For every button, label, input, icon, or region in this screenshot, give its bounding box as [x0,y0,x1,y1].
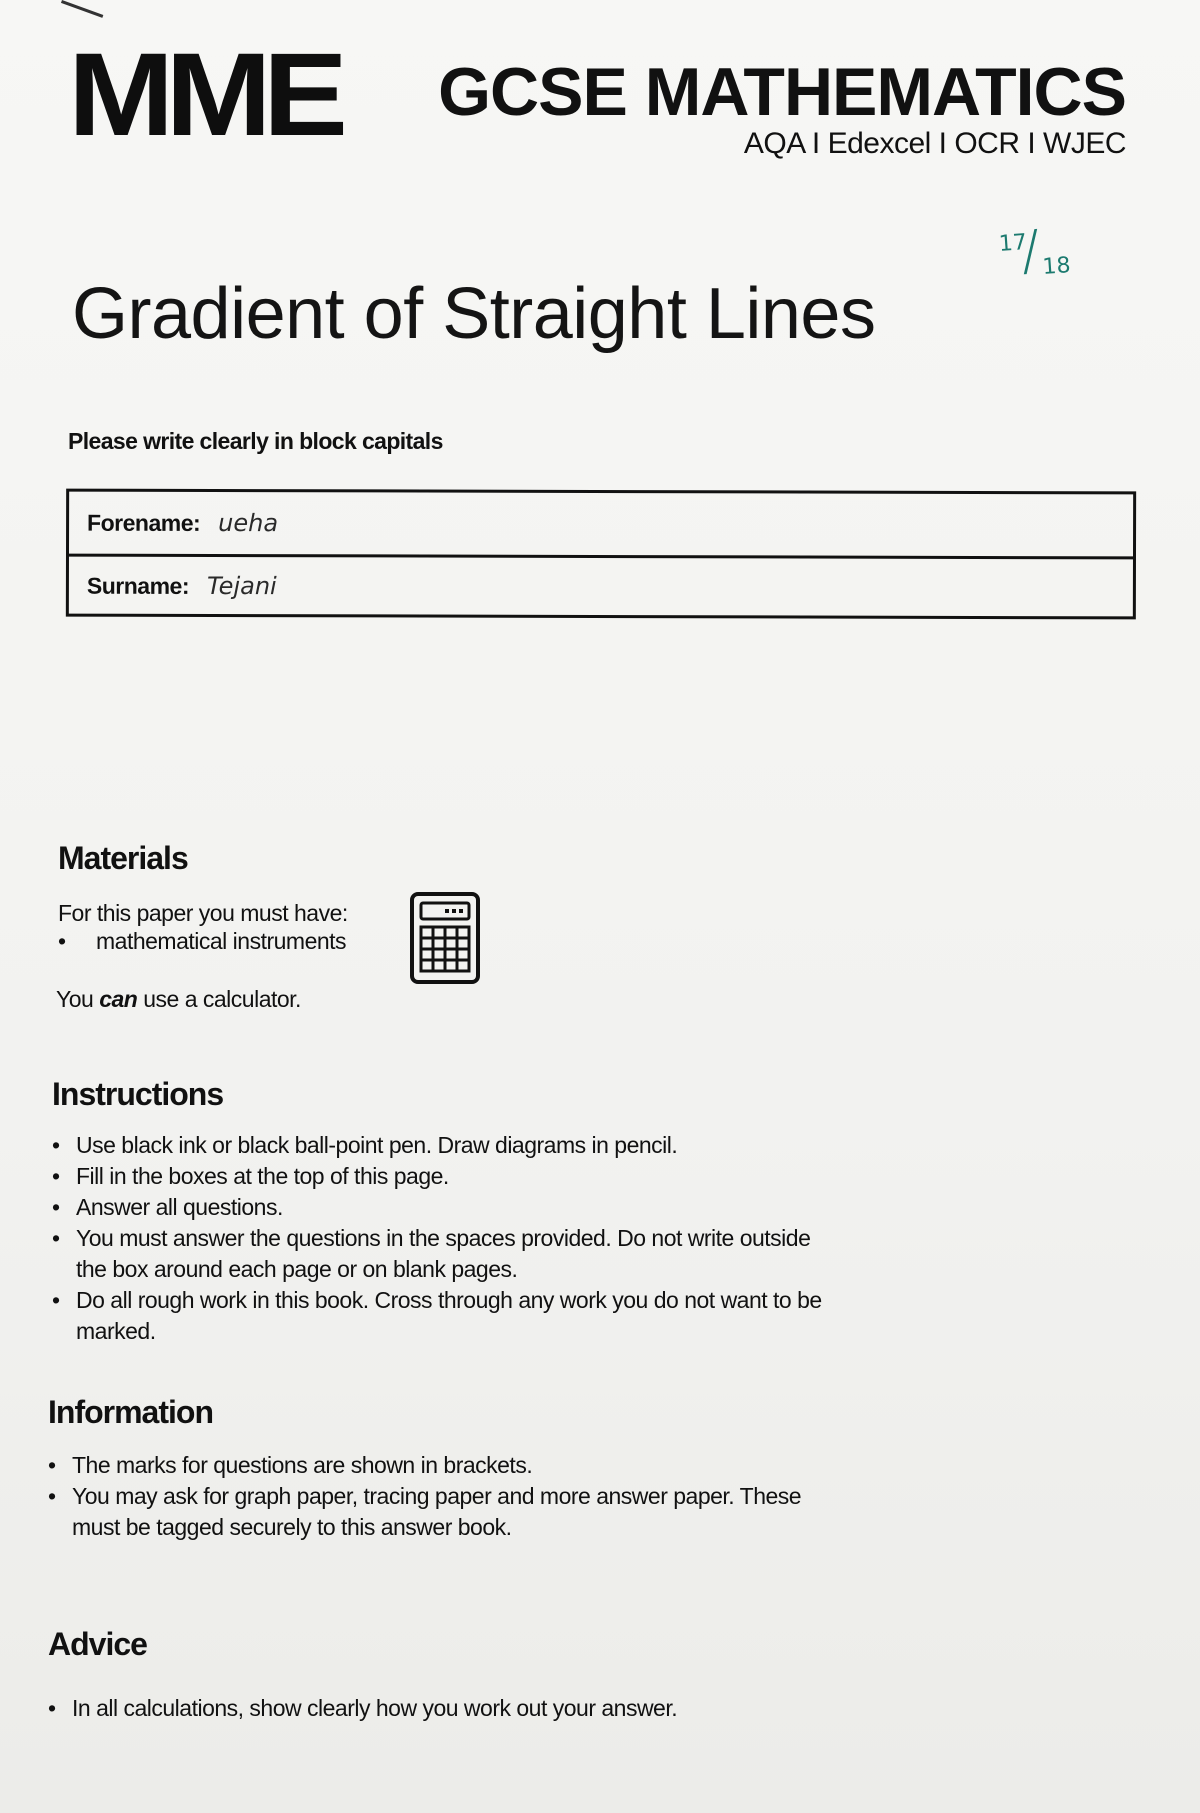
surname-field[interactable]: Tejani [206,571,277,601]
stray-pen-mark [61,0,103,18]
list-item: • The marks for questions are shown in brackets. [48,1450,808,1481]
brand-logo: MME [68,29,340,161]
list-item: • In all calculations, show clearly how you work out your answer. [48,1693,828,1724]
list-item: • Use black ink or black ball-point pen. Draw diagrams in pencil. [52,1130,822,1161]
score-earned: 17 [998,230,1028,257]
forename-label: Forename: [87,509,201,536]
information-list [48,1450,808,1543]
information-heading: Information [48,1394,213,1430]
advice-list [48,1693,828,1724]
materials-list [58,926,346,957]
list-item: • You may ask for graph paper, tracing paper and more answer paper. These must be tagged securely to this answer book. [48,1481,808,1543]
instructions-list [52,1130,822,1347]
surname-row[interactable] [69,555,1133,620]
score-total: 18 [1041,253,1072,280]
calculator-note-pre: You [56,986,100,1012]
exam-boards: AQA I Edexcel I OCR I WJEC [743,127,1126,160]
score-slash: / [1019,218,1042,283]
calculator-icon [410,892,480,984]
list-item: • Answer all questions. [52,1192,822,1223]
block-capitals-note: Please write clearly in block capitals [68,428,443,454]
materials-heading: Materials [58,840,188,876]
calculator-note-post: use a calculator. [137,986,301,1012]
instructions-heading: Instructions [52,1076,224,1112]
subject-title: GCSE MATHEMATICS [438,54,1126,130]
materials-intro: For this paper you must have: [58,900,348,926]
calculator-note-emphasis: can [99,986,138,1012]
page-title: Gradient of Straight Lines [72,274,876,354]
advice-heading: Advice [48,1626,147,1662]
forename-row[interactable] [69,492,1133,560]
list-item: • mathematical instruments [58,926,346,957]
list-item: • Do all rough work in this book. Cross through any work you do not want to be marked. [52,1285,822,1347]
list-item: • You must answer the questions in the spaces provided. Do not write outside the box around each page or on blank pages. [52,1223,822,1285]
forename-field[interactable]: ueha [218,508,279,538]
name-box [66,489,1136,620]
subject-header [438,54,1126,162]
surname-label: Surname: [86,572,190,599]
calculator-note [56,984,301,1014]
list-item: • Fill in the boxes at the top of this page. [52,1161,822,1192]
